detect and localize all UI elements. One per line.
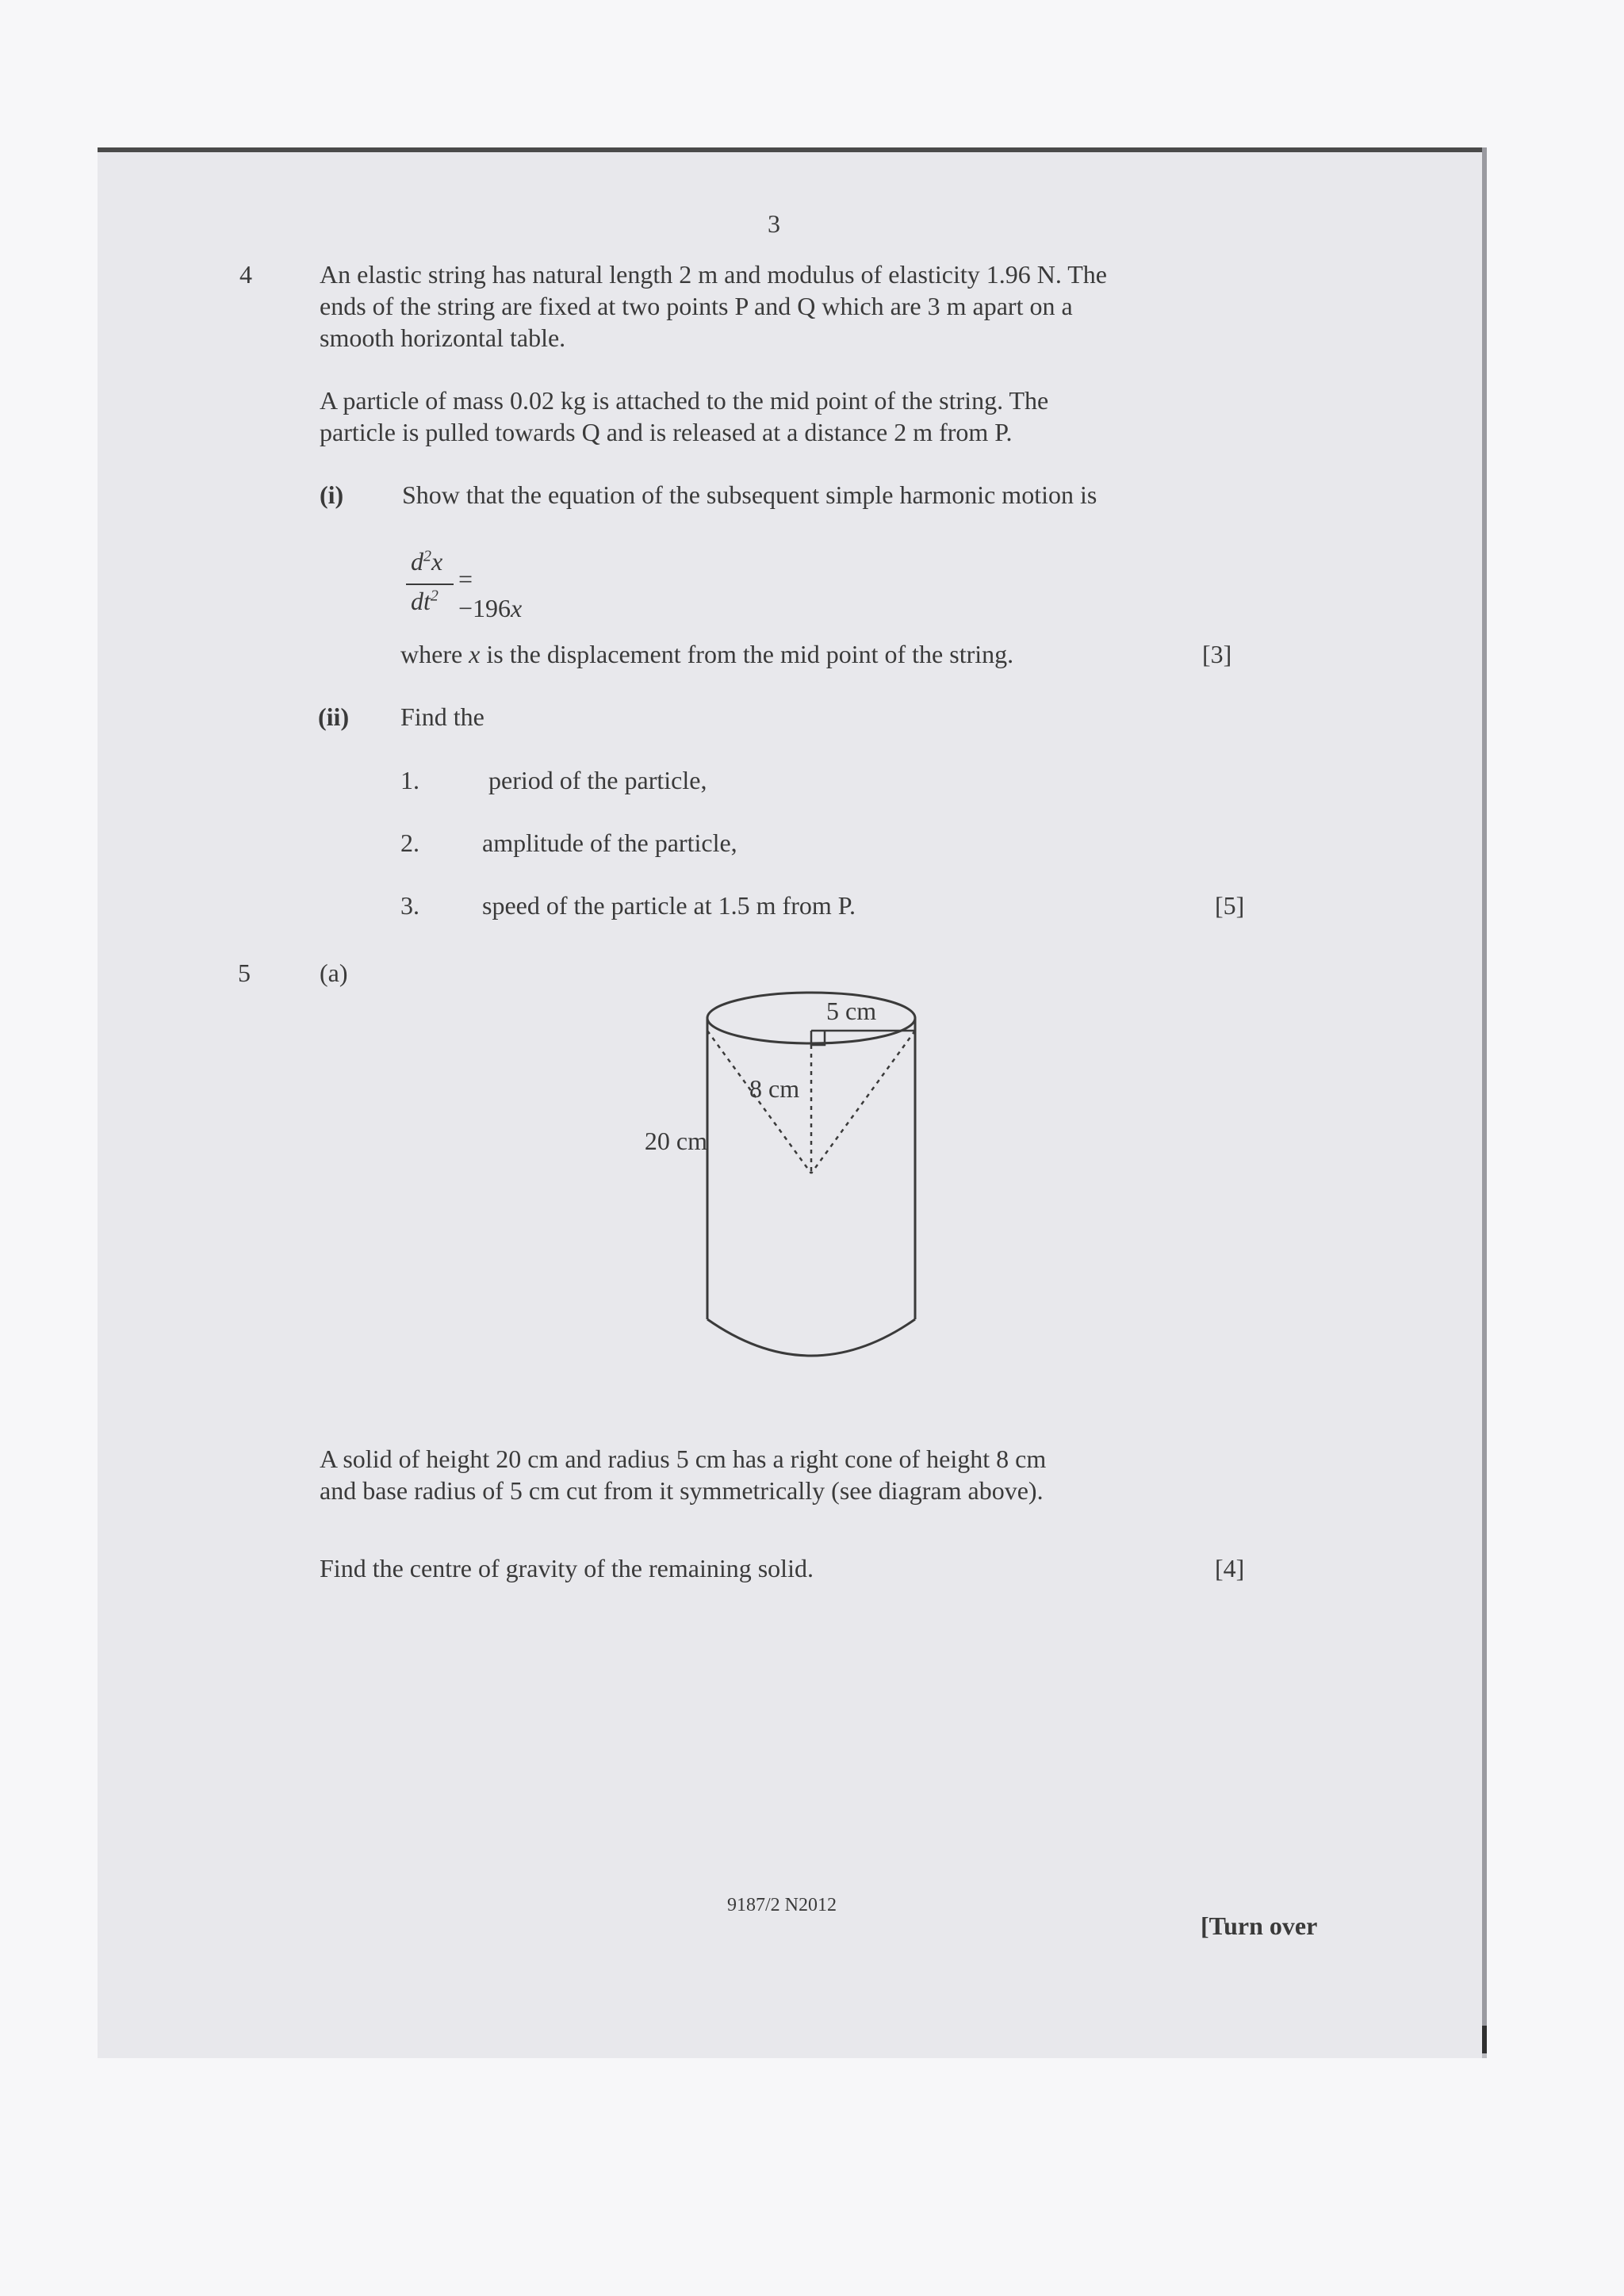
page-edge-mark — [1482, 2026, 1487, 2053]
page-edge — [1482, 147, 1487, 2053]
cylinder-cone-diagram — [619, 983, 936, 1364]
q4-para1-line1: An elastic string has natural length 2 m and modulus of elasticity 1.96 N. The — [320, 260, 1107, 289]
q5-marks: [4] — [1215, 1554, 1245, 1582]
q4-para2-line1: A particle of mass 0.02 kg is attached to the mid point of the string. The — [320, 386, 1049, 415]
q4-item-1-num: 1. — [400, 766, 419, 794]
q4-part-ii-label: (ii) — [318, 702, 350, 731]
q4-item-3-text: speed of the particle at 1.5 m from P. — [482, 891, 856, 920]
q5-para-line2: and base radius of 5 cm cut from it symmetrically (see diagram above). — [320, 1476, 1044, 1505]
q4-part-i-where: where x is the displacement from the mid point of the string. — [400, 640, 1014, 668]
q4-part-i-text: Show that the equation of the subsequent simple harmonic motion is — [402, 480, 1097, 509]
q4-para1-line3: smooth horizontal table. — [320, 323, 566, 352]
q4-part-ii-text: Find the — [400, 702, 485, 731]
q4-item-2-num: 2. — [400, 828, 419, 857]
q4-para1-line2: ends of the string are fixed at two points P and Q which are 3 m apart on a — [320, 292, 1073, 320]
q4-part-ii-marks: [5] — [1215, 891, 1245, 920]
q4-part-i-label: (i) — [320, 480, 344, 509]
equation-numerator: $d^2x$ — [411, 547, 443, 576]
q4-item-1-text: period of the particle, — [488, 766, 707, 794]
fraction-bar — [406, 584, 454, 585]
q5-part-a-label: (a) — [320, 959, 348, 987]
label-cylinder-height: 20 cm — [644, 1127, 707, 1155]
label-cone-height: 8 cm — [749, 1074, 800, 1103]
cylinder-bottom-arc — [707, 1319, 915, 1356]
q4-part-i-marks: [3] — [1202, 640, 1232, 668]
q4-item-3-num: 3. — [400, 891, 419, 920]
turn-over: [Turn over — [1201, 1911, 1318, 1940]
equation-rhs: = −196x — [458, 564, 523, 622]
shm-equation — [406, 547, 523, 626]
label-radius: 5 cm — [826, 997, 877, 1025]
question-5-number: 5 — [238, 959, 251, 987]
q4-para2-line2: particle is pulled towards Q and is released at a distance 2 m from P. — [320, 418, 1013, 446]
cone-right-edge — [811, 1031, 915, 1173]
equation-denominator: $dt^2$ — [411, 587, 439, 615]
page-number: 3 — [768, 209, 780, 238]
q5-question: Find the centre of gravity of the remaining solid. — [320, 1554, 814, 1582]
q4-item-2-text: amplitude of the particle, — [482, 828, 737, 857]
q5-para-line1: A solid of height 20 cm and radius 5 cm has a right cone of height 8 cm — [320, 1445, 1047, 1473]
paper-code: 9187/2 N2012 — [727, 1895, 837, 1915]
question-4-number: 4 — [239, 260, 252, 289]
